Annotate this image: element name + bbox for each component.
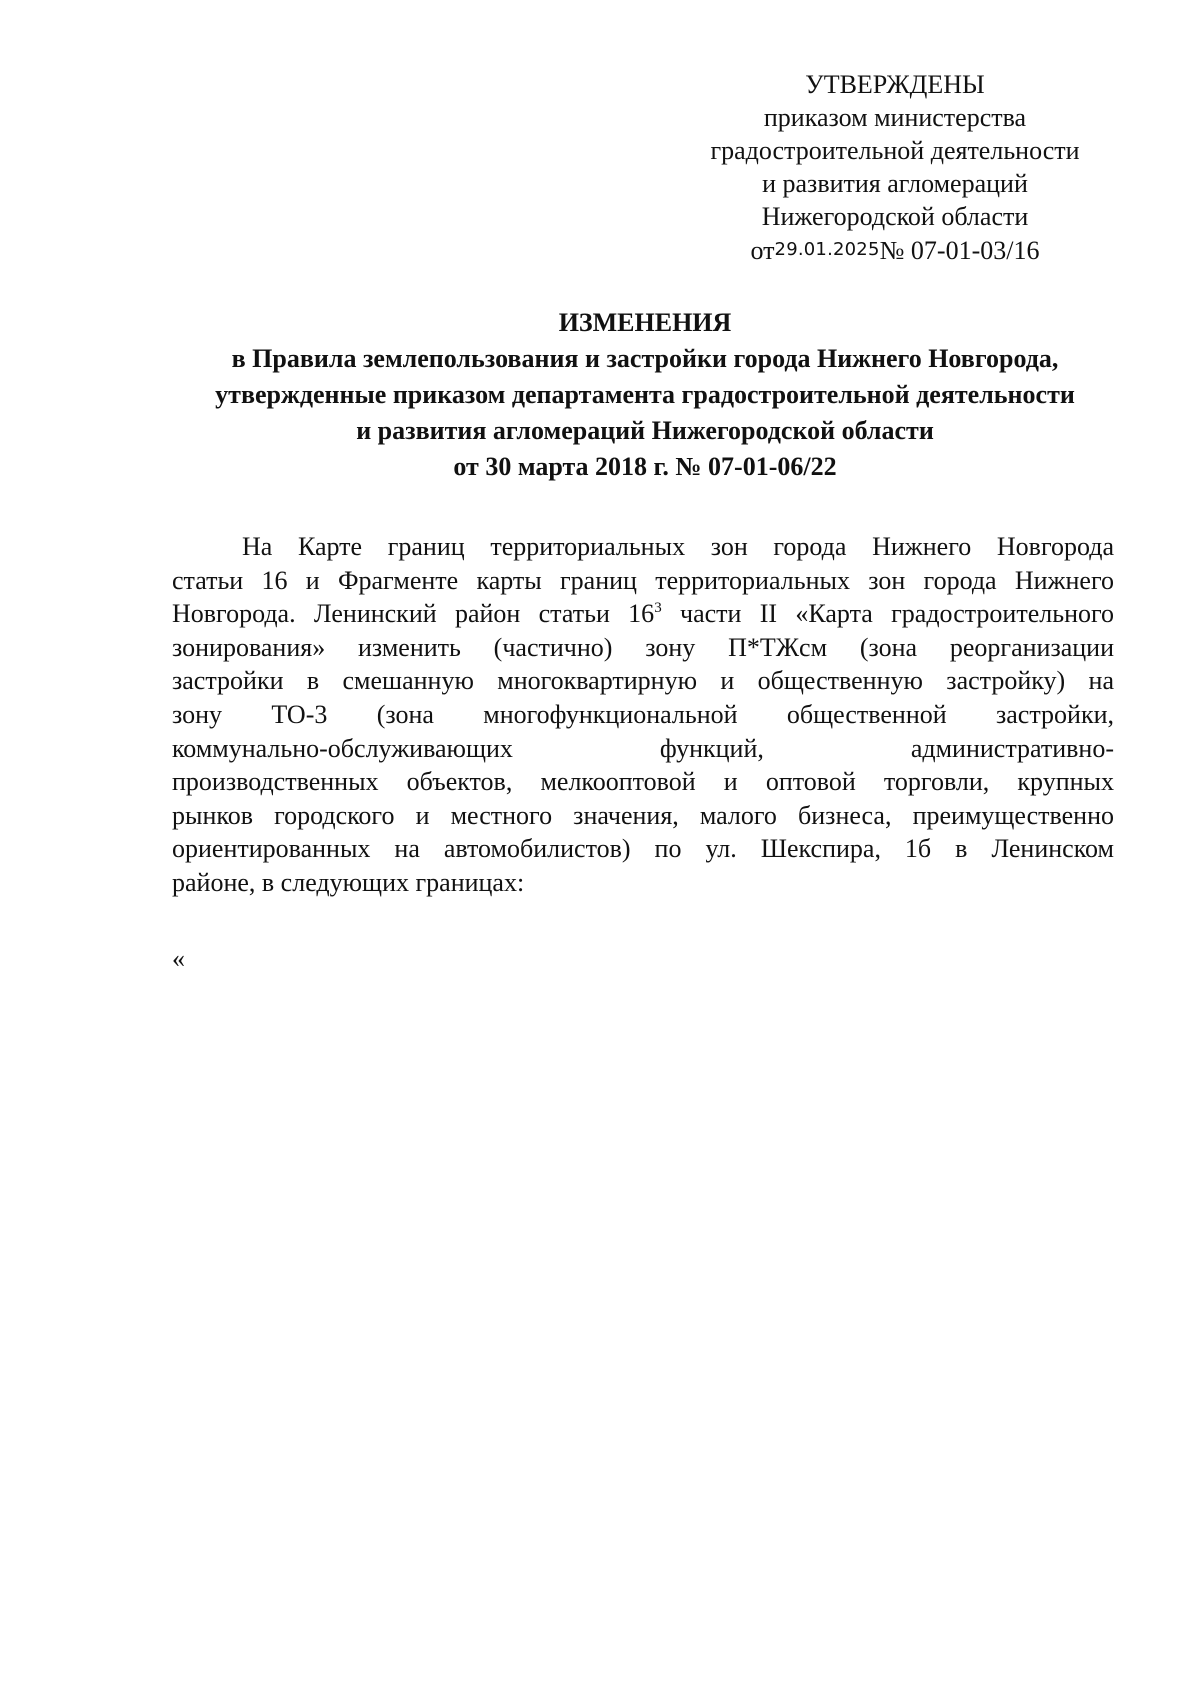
body-line: производственных объектов, мелкооптовой и оптовой торговли, крупных bbox=[172, 767, 1114, 797]
approval-line: Нижегородской области bbox=[761, 202, 1029, 231]
approval-order-number: № 07-01-03/16 bbox=[879, 236, 1040, 265]
title-heading: ИЗМЕНЕНИЯ bbox=[558, 308, 732, 337]
body-line bbox=[172, 597, 1114, 631]
approval-line: приказом министерства bbox=[763, 103, 1027, 132]
approval-line: градостроительной деятельности bbox=[710, 136, 1080, 165]
approval-line: и развития агломераций bbox=[762, 169, 1028, 198]
title-line: в Правила землепользования и застройки города Нижнего Новгорода, bbox=[231, 344, 1059, 373]
title-line: и развития агломераций Нижегородской области bbox=[356, 416, 934, 445]
body-line-part: части II «Карта градостроительного bbox=[661, 599, 1114, 629]
body-line: застройки в смешанную многоквартирную и общественную застройку) на bbox=[172, 666, 1114, 696]
body-line: коммунально-обслуживающих функций, административно- bbox=[172, 733, 1114, 763]
body-line: районе, в следующих границах: bbox=[172, 867, 525, 897]
approval-date-prefix: от bbox=[750, 236, 775, 265]
document-title bbox=[160, 305, 1130, 485]
body-line: ориентированных на автомобилистов) по ул. Шекспира, 1б в Ленинском bbox=[172, 834, 1114, 864]
body-line: зону ТО-3 (зона многофункциональной общественной застройки, bbox=[172, 699, 1114, 729]
approval-block bbox=[690, 68, 1100, 267]
body-line: статьи 16 и Фрагменте карты границ территориальных зон города Нижнего bbox=[172, 565, 1114, 595]
body-paragraph bbox=[172, 530, 1114, 900]
article-superscript: 3 bbox=[654, 600, 662, 617]
title-line: от 30 марта 2018 г. № 07-01-06/22 bbox=[453, 452, 837, 481]
body-line: рынков городского и местного значения, малого бизнеса, преимущественно bbox=[172, 800, 1114, 830]
approval-heading: УТВЕРЖДЕНЫ bbox=[805, 70, 985, 99]
approval-date-line bbox=[690, 233, 1100, 267]
title-line: утвержденные приказом департамента градостроительной деятельности bbox=[215, 380, 1075, 409]
body-line: На Карте границ территориальных зон города Нижнего Новгорода bbox=[242, 532, 1114, 561]
approval-date-stamp: 29.01.2025 bbox=[774, 239, 880, 260]
body-line-part: Новгорода. Ленинский район статьи 16 bbox=[172, 599, 655, 629]
trailing-quote-mark: « bbox=[172, 944, 185, 973]
body-line: зонирования» изменить (частично) зону П*ТЖсм (зона реорганизации bbox=[172, 632, 1114, 662]
